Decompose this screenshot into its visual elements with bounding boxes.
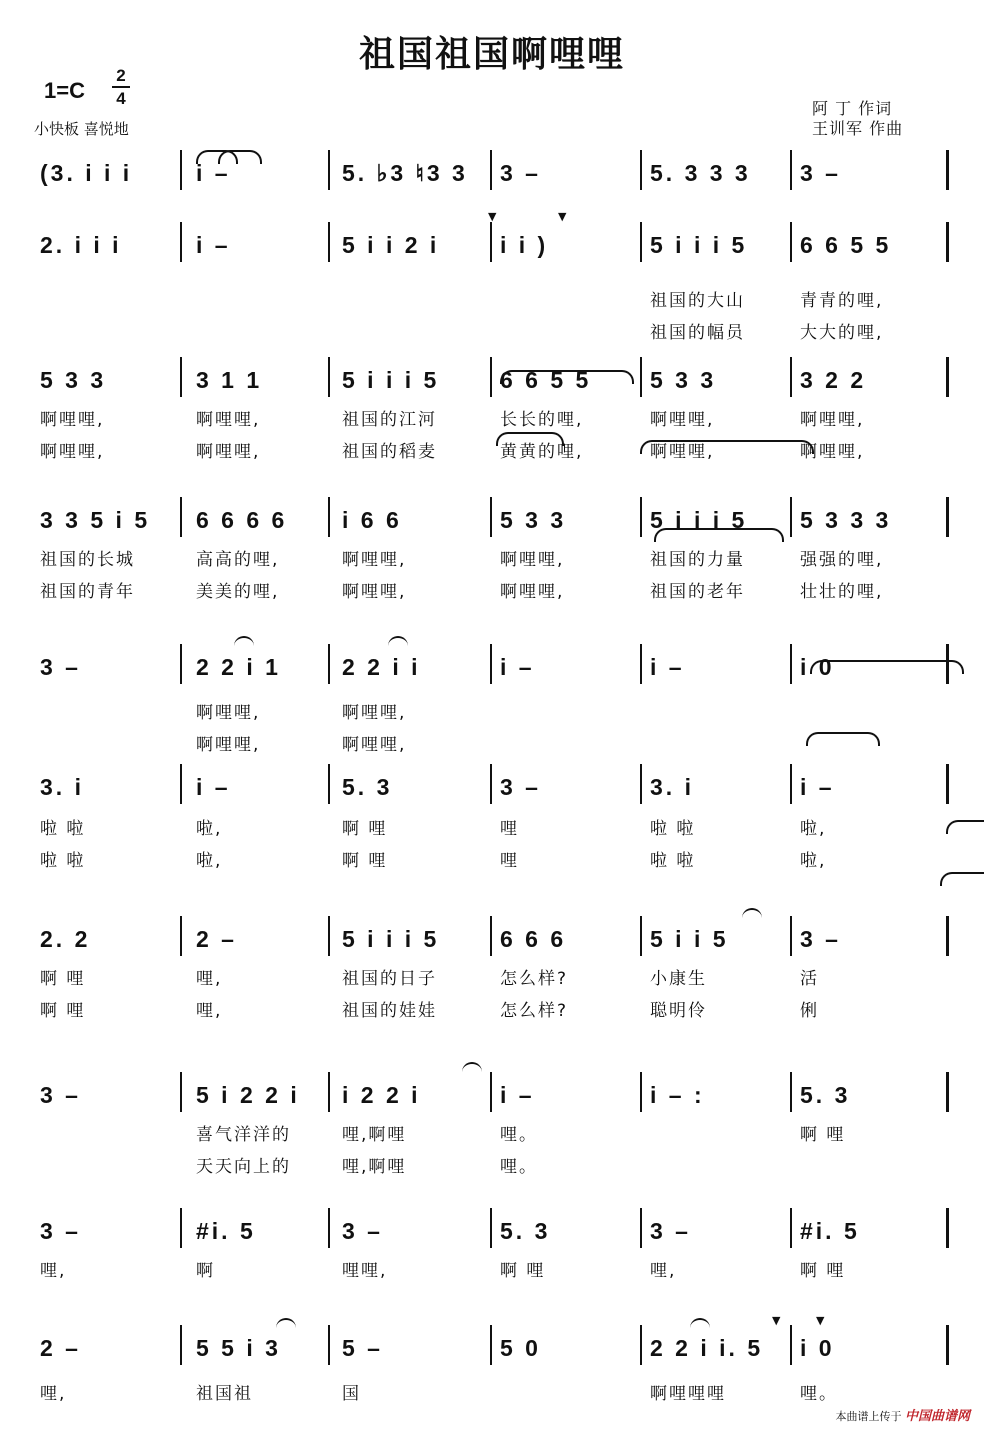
- bar-line: [640, 916, 642, 956]
- footer-text: 本曲谱上传于: [835, 1410, 902, 1423]
- bar-line: [640, 1072, 642, 1112]
- lyric-text: 祖国的老年: [650, 582, 745, 602]
- lyric-text: 祖国的大山: [650, 291, 745, 311]
- lyric-text: 哩,: [40, 1261, 67, 1281]
- lyric-text: 高高的哩,: [196, 550, 280, 570]
- lyric-text: 啊 哩: [342, 851, 388, 871]
- bar-line: [790, 222, 792, 262]
- fermata-arc: [690, 1318, 710, 1332]
- lyric-text: 哩,啊哩: [342, 1125, 407, 1145]
- measure-notes: 2 –: [196, 926, 237, 952]
- measure-notes: 5 i i i 5: [342, 367, 440, 393]
- lyric-line: [0, 290, 984, 312]
- bar-line: [790, 497, 792, 537]
- bar-line: [490, 150, 492, 190]
- lyric-text: 祖国的力量: [650, 550, 745, 570]
- tie-slur: [810, 660, 964, 674]
- measure-notes: 5 0: [500, 1335, 541, 1361]
- measure-notes: 3. i: [650, 774, 694, 800]
- lyric-text: 啊 哩: [342, 819, 388, 839]
- bar-line: [490, 1325, 492, 1365]
- measure-notes: 3 –: [500, 160, 541, 186]
- lyric-line: [0, 1124, 984, 1146]
- lyric-line: [0, 1383, 984, 1405]
- lyric-text: 美美的哩,: [196, 582, 280, 602]
- composer-credit: 王训军 作曲: [812, 119, 904, 138]
- measure-notes: 3 –: [40, 1082, 81, 1108]
- bar-line: [180, 916, 182, 956]
- lyric-text: 哩,: [196, 1001, 223, 1021]
- measure-notes: 2 2 i 1: [196, 654, 281, 680]
- measure-notes: 5 3 3: [500, 507, 567, 533]
- lyricist-credit: 阿 丁 作词: [812, 99, 893, 118]
- measure-notes: 5 i i i 5: [342, 926, 440, 952]
- song-title: 祖国祖国啊哩哩: [358, 34, 625, 75]
- lyric-text: 啦 啦: [40, 851, 86, 871]
- lyric-text: 喜气洋洋的: [196, 1125, 291, 1145]
- fermata-arc: [742, 908, 762, 922]
- bar-line: [490, 1072, 492, 1112]
- lyric-text: 啦,: [800, 819, 827, 839]
- measure-notes: 2 2 i i: [342, 654, 421, 680]
- measure-notes: 5 i i i 5: [650, 232, 748, 258]
- bar-line: [640, 150, 642, 190]
- notation-row: [0, 505, 984, 535]
- lyric-text: 啊哩哩,: [800, 442, 865, 462]
- bar-line: [328, 916, 330, 956]
- lyric-text: 哩。: [800, 1384, 838, 1404]
- measure-notes: i –: [196, 774, 231, 800]
- lyric-text: 哩。: [500, 1157, 538, 1177]
- measure-notes: 3 –: [342, 1218, 383, 1244]
- bar-line: [946, 150, 949, 190]
- measure-notes: 5. 3: [500, 1218, 551, 1244]
- measure-notes: i –: [500, 654, 535, 680]
- measure-notes: (3. i i i: [40, 160, 133, 186]
- measure-notes: 2 2 i i. 5: [650, 1335, 764, 1361]
- lyric-text: 啊哩哩,: [650, 410, 715, 430]
- bar-line: [946, 222, 949, 262]
- lyric-text: 啊哩哩,: [342, 735, 407, 755]
- bar-line: [180, 644, 182, 684]
- measure-notes: i –: [800, 774, 835, 800]
- lyric-text: 啊哩哩,: [196, 703, 261, 723]
- bar-line: [790, 764, 792, 804]
- bar-line: [490, 222, 492, 262]
- lyric-text: 啦,: [800, 851, 827, 871]
- fermata-arc: [462, 1062, 482, 1076]
- bar-line: [790, 357, 792, 397]
- lyric-text: 啊哩哩,: [342, 582, 407, 602]
- bar-line: [180, 357, 182, 397]
- bar-line: [946, 916, 949, 956]
- bar-line: [490, 497, 492, 537]
- bar-line: [180, 497, 182, 537]
- measure-notes: i –: [650, 654, 685, 680]
- bar-line: [180, 1072, 182, 1112]
- notation-row: [0, 924, 984, 954]
- bar-line: [946, 1072, 949, 1112]
- lyric-line: [0, 441, 984, 463]
- tie-slur: [496, 432, 564, 446]
- bar-line: [640, 357, 642, 397]
- meter-top: 2: [116, 66, 126, 85]
- bar-line: [180, 764, 182, 804]
- bar-line: [790, 916, 792, 956]
- measure-notes: 6 6 5 5: [800, 232, 892, 258]
- measure-notes: 5 i i i 5: [650, 507, 748, 533]
- measure-notes: 3 3 5 i 5: [40, 507, 151, 533]
- lyric-line: [0, 1260, 984, 1282]
- lyric-text: 强强的哩,: [800, 550, 884, 570]
- measure-notes: 2. 2: [40, 926, 91, 952]
- bar-line: [790, 150, 792, 190]
- measure-notes: i 6 6: [342, 507, 402, 533]
- bar-line: [790, 1072, 792, 1112]
- lyric-text: 祖国的稻麦: [342, 442, 437, 462]
- tie-slur: [500, 370, 634, 384]
- tie-slur: [946, 820, 984, 834]
- measure-notes: 5 –: [342, 1335, 383, 1361]
- measure-notes: 5. 3 3 3: [650, 160, 751, 186]
- notation-row: [0, 158, 984, 188]
- lyric-text: 啊哩哩,: [196, 735, 261, 755]
- bar-line: [328, 222, 330, 262]
- lyric-line: [0, 322, 984, 344]
- bar-line: [640, 1208, 642, 1248]
- lyric-text: 哩,啊哩: [342, 1157, 407, 1177]
- bar-line: [328, 357, 330, 397]
- lyric-line: [0, 581, 984, 603]
- lyric-text: 哩,: [40, 1384, 67, 1404]
- lyric-line: [0, 702, 984, 724]
- measure-notes: 3 1 1: [196, 367, 263, 393]
- meter-bottom: 4: [116, 89, 126, 108]
- meter-line: [112, 86, 130, 88]
- lyric-text: 啊哩哩,: [40, 442, 105, 462]
- lyric-text: 长长的哩,: [500, 410, 584, 430]
- accent-icon: ▼: [558, 210, 567, 223]
- accent-icon: ▼: [488, 210, 497, 223]
- lyric-text: 啦 啦: [650, 819, 696, 839]
- lyric-text: 怎么样?: [500, 1001, 569, 1021]
- key-signature: 1=C: [44, 78, 85, 103]
- bar-line: [640, 1325, 642, 1365]
- bar-line: [640, 644, 642, 684]
- footer: [835, 1405, 970, 1424]
- measure-notes: 3 –: [650, 1218, 691, 1244]
- notation-row: [0, 1080, 984, 1110]
- measure-notes: 5. ♭3 ♮3 3: [342, 160, 468, 186]
- lyric-text: 啊 哩: [40, 1001, 86, 1021]
- lyric-text: 啦 啦: [40, 819, 86, 839]
- bar-line: [640, 497, 642, 537]
- lyric-text: 啊哩哩哩: [650, 1384, 726, 1404]
- lyric-text: 祖国的青年: [40, 582, 135, 602]
- lyric-line: [0, 818, 984, 840]
- fermata-arc: [276, 1318, 296, 1332]
- tie-slur: [940, 872, 984, 886]
- tempo-marking: 小快板 喜悦地: [34, 120, 129, 138]
- bar-line: [640, 764, 642, 804]
- bar-line: [180, 222, 182, 262]
- bar-line: [328, 1208, 330, 1248]
- bar-line: [946, 497, 949, 537]
- measure-notes: 6 6 6: [500, 926, 567, 952]
- lyric-text: 哩,: [650, 1261, 677, 1281]
- tie-slur: [218, 150, 262, 164]
- lyric-text: 啦,: [196, 819, 223, 839]
- measure-notes: 3 –: [40, 1218, 81, 1244]
- lyric-text: 祖国的长城: [40, 550, 135, 570]
- measure-notes: i –: [196, 160, 231, 186]
- lyric-text: 啊 哩: [40, 969, 86, 989]
- lyric-text: 啦 啦: [650, 851, 696, 871]
- lyric-text: 怎么样?: [500, 969, 569, 989]
- measure-notes: i 2 2 i: [342, 1082, 421, 1108]
- fermata-arc: [388, 636, 408, 650]
- bar-line: [946, 764, 949, 804]
- notation-row: [0, 230, 984, 260]
- measure-notes: 3 –: [500, 774, 541, 800]
- lyric-line: [0, 1156, 984, 1178]
- lyric-text: 小康生: [650, 969, 707, 989]
- measure-notes: 5. 3: [342, 774, 393, 800]
- lyric-text: 俐: [800, 1001, 819, 1021]
- lyric-text: 啊 哩: [800, 1125, 846, 1145]
- lyric-line: [0, 1000, 984, 1022]
- lyric-line: [0, 549, 984, 571]
- lyric-text: 哩。: [500, 1125, 538, 1145]
- lyric-text: 祖国的幅员: [650, 323, 745, 343]
- bar-line: [180, 1208, 182, 1248]
- lyric-text: 啊: [196, 1261, 215, 1281]
- lyric-text: 啊哩哩,: [196, 442, 261, 462]
- measure-notes: i –: [500, 1082, 535, 1108]
- measure-notes: 5 3 3 3: [800, 507, 892, 533]
- bar-line: [490, 644, 492, 684]
- measure-notes: i – :: [650, 1082, 705, 1108]
- measure-notes: 5 i 2 2 i: [196, 1082, 300, 1108]
- lyric-text: 啊哩哩,: [800, 410, 865, 430]
- measure-notes: 5 i i 2 i: [342, 232, 440, 258]
- lyric-text: 哩,: [196, 969, 223, 989]
- measure-notes: 3 2 2: [800, 367, 867, 393]
- bar-line: [790, 1208, 792, 1248]
- measure-notes: i 0: [800, 654, 835, 680]
- bar-line: [490, 764, 492, 804]
- lyric-text: 青青的哩,: [800, 291, 884, 311]
- measure-notes: 5 5 i 3: [196, 1335, 281, 1361]
- lyric-line: [0, 968, 984, 990]
- lyric-text: 哩哩,: [342, 1261, 388, 1281]
- lyric-text: 啊哩哩,: [342, 703, 407, 723]
- bar-line: [946, 1208, 949, 1248]
- time-signature: [112, 66, 130, 108]
- measure-notes: i –: [196, 232, 231, 258]
- measure-notes: i i ): [500, 232, 549, 258]
- lyric-text: 啊 哩: [800, 1261, 846, 1281]
- bar-line: [490, 1208, 492, 1248]
- bar-line: [328, 1325, 330, 1365]
- lyric-text: 啊 哩: [500, 1261, 546, 1281]
- fermata-arc: [234, 636, 254, 650]
- lyric-text: 祖国祖: [196, 1384, 253, 1404]
- lyric-text: 啊哩哩,: [500, 550, 565, 570]
- lyric-text: 国: [342, 1384, 361, 1404]
- bar-line: [328, 764, 330, 804]
- measure-notes: i 0: [800, 1335, 835, 1361]
- lyric-line: [0, 409, 984, 431]
- notation-row: [0, 772, 984, 802]
- lyric-text: 活: [800, 969, 819, 989]
- lyric-text: 天天向上的: [196, 1157, 291, 1177]
- lyric-text: 哩: [500, 819, 519, 839]
- measure-notes: #i. 5: [196, 1218, 256, 1244]
- measure-notes: 3 –: [40, 654, 81, 680]
- lyric-text: 大大的哩,: [800, 323, 884, 343]
- measure-notes: 2 –: [40, 1335, 81, 1361]
- bar-line: [328, 644, 330, 684]
- accent-icon: ▼: [772, 1314, 781, 1327]
- lyric-text: 哩: [500, 851, 519, 871]
- notation-row: [0, 1333, 984, 1363]
- measure-notes: 3. i: [40, 774, 84, 800]
- site-logo: 中国曲谱网: [904, 1409, 970, 1424]
- bar-line: [180, 150, 182, 190]
- measure-notes: 6 6 5 5: [500, 367, 592, 393]
- lyric-text: 祖国的日子: [342, 969, 437, 989]
- measure-notes: 5. 3: [800, 1082, 851, 1108]
- measure-notes: 3 –: [800, 926, 841, 952]
- bar-line: [328, 150, 330, 190]
- bar-line: [328, 497, 330, 537]
- notation-row: [0, 1216, 984, 1246]
- bar-line: [790, 1325, 792, 1365]
- bar-line: [790, 644, 792, 684]
- notation-row: [0, 365, 984, 395]
- lyric-text: 啊哩哩,: [40, 410, 105, 430]
- bar-line: [946, 1325, 949, 1365]
- bar-line: [946, 357, 949, 397]
- measure-notes: 5 3 3: [40, 367, 107, 393]
- bar-line: [490, 357, 492, 397]
- lyric-text: 啊哩哩,: [196, 410, 261, 430]
- lyric-text: 黄黄的哩,: [500, 442, 584, 462]
- bar-line: [640, 222, 642, 262]
- tie-slur: [640, 440, 814, 454]
- lyric-text: 祖国的江河: [342, 410, 437, 430]
- lyric-text: 啊哩哩,: [500, 582, 565, 602]
- lyric-text: 啊哩哩,: [342, 550, 407, 570]
- measure-notes: 5 3 3: [650, 367, 717, 393]
- measure-notes: 5 i i 5: [650, 926, 729, 952]
- accent-icon: ▼: [816, 1314, 825, 1327]
- lyric-text: 啊哩哩,: [650, 442, 715, 462]
- bar-line: [328, 1072, 330, 1112]
- measure-notes: 2. i i i: [40, 232, 122, 258]
- measure-notes: 6 6 6 6: [196, 507, 288, 533]
- tie-slur: [806, 732, 880, 746]
- measure-notes: #i. 5: [800, 1218, 860, 1244]
- tie-slur: [654, 528, 784, 542]
- lyric-text: 祖国的娃娃: [342, 1001, 437, 1021]
- measure-notes: 3 –: [800, 160, 841, 186]
- bar-line: [180, 1325, 182, 1365]
- lyric-text: 壮壮的哩,: [800, 582, 884, 602]
- lyric-line: [0, 850, 984, 872]
- lyric-text: 聪明伶: [650, 1001, 707, 1021]
- lyric-text: 啦,: [196, 851, 223, 871]
- bar-line: [490, 916, 492, 956]
